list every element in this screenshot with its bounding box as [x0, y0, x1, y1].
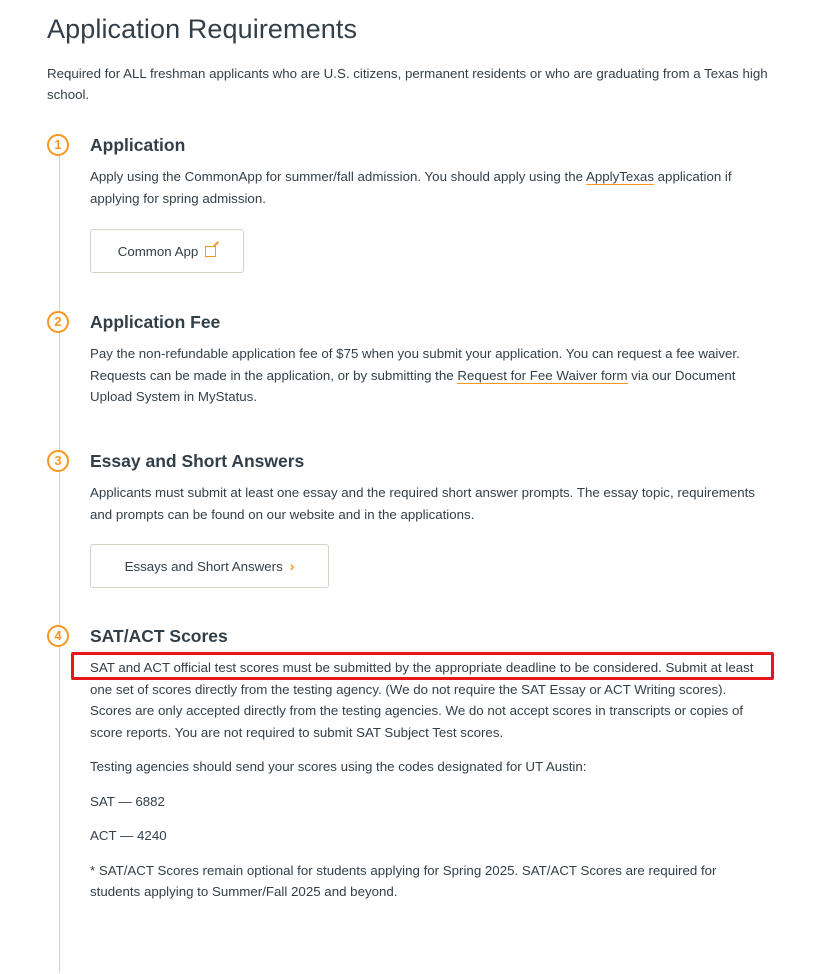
- step-essay-short-answers: [47, 450, 767, 595]
- step-number-badge: 2: [47, 311, 69, 333]
- common-app-button[interactable]: [90, 229, 244, 273]
- step-heading: Application Fee: [90, 312, 221, 332]
- page-intro: Required for ALL freshman applicants who are U.S. citizens, permanent residents or who are graduating from a Texas high school.: [47, 66, 768, 102]
- step-body: [90, 657, 762, 916]
- essays-short-answers-button[interactable]: [90, 544, 329, 588]
- button-label: Common App: [117, 243, 199, 259]
- fee-waiver-form-link[interactable]: Request for Fee Waiver form: [457, 367, 628, 383]
- step-application-fee: [47, 311, 767, 421]
- button-label: Essays and Short Answers: [124, 558, 283, 574]
- step-number-badge: 1: [47, 134, 69, 156]
- codes-intro: Testing agencies should send your scores using the codes designated for UT Austin:: [90, 759, 587, 774]
- step-heading: Essay and Short Answers: [90, 451, 305, 471]
- scores-paragraph: SAT and ACT official test scores must be submitted by the appropriate deadline to be considered. Submit at least one set of scores directly from the testing agency. (We do not require the SAT Essay or ACT Writing scores). Scores are only accepted directly from the testing agencies. We do not accept scores in transcripts or copies of score reports. You are not required to submit SAT Subject Test scores.: [90, 660, 754, 740]
- scores-note: * SAT/ACT Scores remain optional for students applying for Spring 2025. SAT/ACT Scores are required for students applying to Summer/Fall 2025 and beyond.: [90, 862, 717, 899]
- step-body: Apply using the CommonApp for summer/fall admission. You should apply using the ApplyTexas application if applying for spring admission.: [90, 169, 732, 206]
- act-code: ACT — 4240: [90, 828, 167, 843]
- step-body: Pay the non-refundable application fee of $75 when you submit your application. You can request a fee waiver. Requests can be made in the application, or by submitting the Request for Fee Waiver form via our Document Upload System in MyStatus.: [90, 346, 740, 404]
- step-heading: SAT/ACT Scores: [90, 626, 228, 646]
- applytexas-link[interactable]: ApplyTexas: [585, 169, 654, 184]
- external-link-icon: [205, 246, 216, 257]
- sat-code: SAT — 6882: [90, 793, 165, 809]
- step-heading: Application: [90, 135, 186, 155]
- step-body: Applicants must submit at least one essay and the required short answer prompts. The essay topic, requirements and prompts can be found on our website and in the applications.: [90, 485, 755, 522]
- step-number-badge: 4: [47, 625, 69, 647]
- chevron-right-icon: ›: [289, 558, 295, 574]
- step-number-badge: 3: [47, 450, 69, 472]
- step-sat-act-scores: [47, 625, 767, 965]
- step-application: [47, 134, 767, 284]
- highlighted-deadline-text: SAT and ACT official test scores must be submitted by the appropriate deadline to be considered.: [90, 660, 662, 675]
- page-title: Application Requirements: [47, 14, 358, 44]
